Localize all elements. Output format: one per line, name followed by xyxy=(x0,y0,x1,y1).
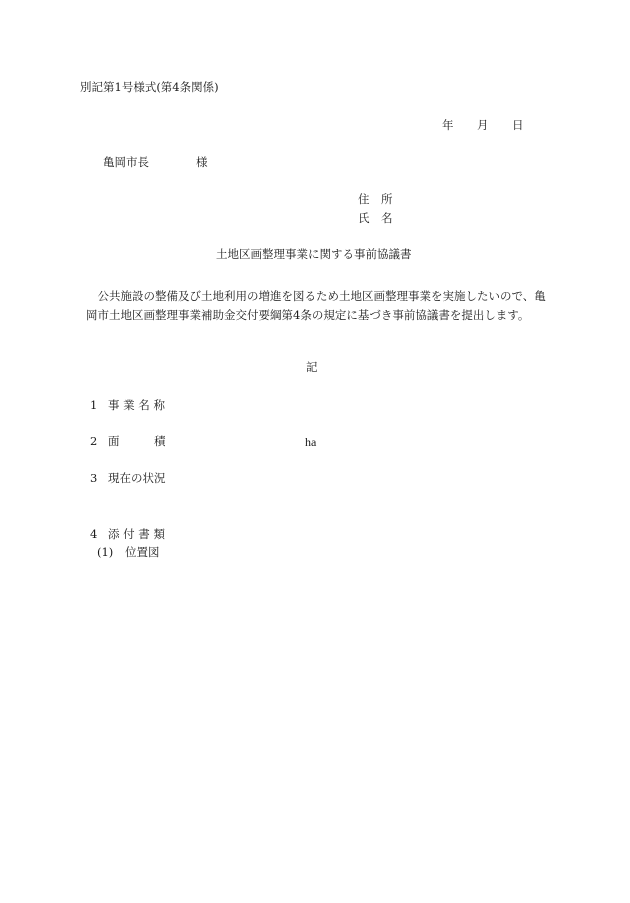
date-month-label: 月 xyxy=(477,118,489,132)
body-paragraph xyxy=(86,287,554,325)
attachment-1-label: 位置図 xyxy=(125,545,160,559)
item-4-number: 4 xyxy=(90,527,98,541)
item-3-number: 3 xyxy=(90,471,98,485)
item-2-number: 2 xyxy=(90,434,98,448)
item-3-label: 現在の状況 xyxy=(108,471,166,485)
name-label: 氏 名 xyxy=(358,211,393,225)
item-2-unit: ha xyxy=(305,435,317,449)
body-text: 公共施設の整備及び土地利用の増進を図るため土地区画整理事業を実施したいので、亀岡市土地区画整理事業補助金交付要綱第4条の規定に基づき事前協議書を提出します。 xyxy=(86,289,546,322)
ki-heading: 記 xyxy=(306,360,318,374)
item-2-label: 面 積 xyxy=(108,434,166,448)
document-title: 土地区画整理事業に関する事前協議書 xyxy=(216,247,412,261)
date-year-label: 年 xyxy=(442,118,454,132)
item-4-label: 添 付 書 類 xyxy=(108,527,165,541)
date-day-label: 日 xyxy=(512,118,524,132)
item-1-label: 事 業 名 称 xyxy=(108,398,165,412)
addressee-honorific: 様 xyxy=(196,155,208,169)
attachment-1-number: (1) xyxy=(97,545,114,559)
form-reference: 別記第1号様式(第4条関係) xyxy=(80,80,219,94)
addressee-name: 亀岡市長 xyxy=(103,155,149,169)
item-1-number: 1 xyxy=(90,398,98,412)
address-label: 住 所 xyxy=(358,192,393,206)
